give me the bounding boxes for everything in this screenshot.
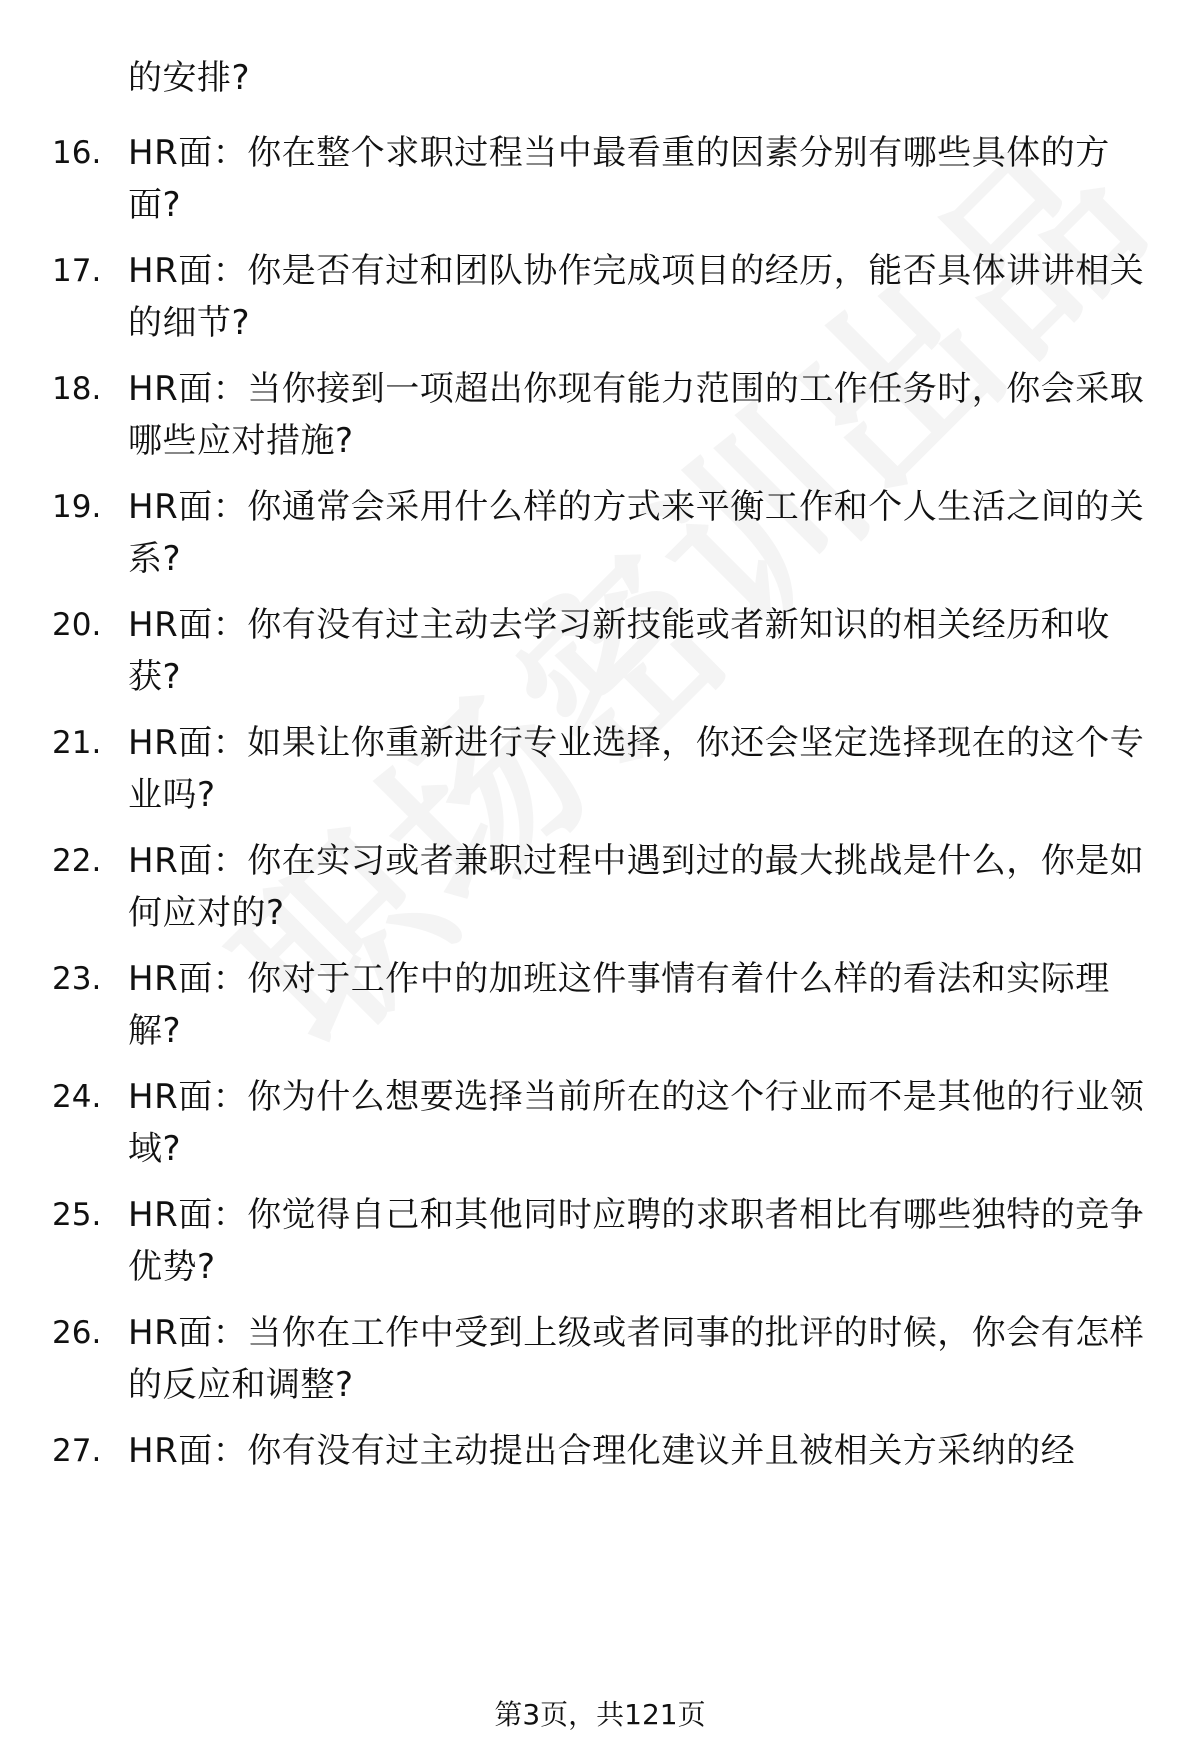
item-text: HR面：你觉得自己和其他同时应聘的求职者相比有哪些独特的竞争优势?: [128, 1195, 1145, 1287]
item-text: HR面：你有没有过主动去学习新技能或者新知识的相关经历和收获?: [128, 605, 1110, 697]
item-number: 20.: [52, 607, 102, 643]
item-text: HR面：如果让你重新进行专业选择，你还会坚定选择现在的这个专业吗?: [128, 723, 1145, 815]
item-number: 18.: [52, 371, 102, 407]
item-text: HR面：你为什么想要选择当前所在的这个行业而不是其他的行业领域?: [128, 1077, 1145, 1169]
item-number: 25.: [52, 1197, 102, 1233]
item-number: 19.: [52, 489, 102, 525]
item-text: HR面：你有没有过主动提出合理化建议并且被相关方采纳的经: [128, 1431, 1076, 1471]
item-text: HR面：你是否有过和团队协作完成项目的经历，能否具体讲讲相关的细节?: [128, 251, 1145, 343]
item-number: 22.: [52, 843, 102, 879]
item-text: HR面：你在实习或者兼职过程中遇到过的最大挑战是什么，你是如何应对的?: [128, 841, 1145, 933]
item-number: 17.: [52, 253, 102, 289]
item-number: 27.: [52, 1433, 102, 1469]
item-text: HR面：你对于工作中的加班这件事情有着什么样的看法和实际理解?: [128, 959, 1110, 1051]
item-text: HR面：你通常会采用什么样的方式来平衡工作和个人生活之间的关系?: [128, 487, 1145, 579]
item-text: 的安排?: [128, 58, 251, 98]
item-number: 21.: [52, 725, 102, 761]
item-text: HR面：你在整个求职过程当中最看重的因素分别有哪些具体的方面?: [128, 133, 1110, 225]
item-text: HR面：当你在工作中受到上级或者同事的批评的时候，你会有怎样的反应和调整?: [128, 1313, 1145, 1405]
page-number-footer: 第3页，共121页: [494, 1698, 706, 1731]
item-number: 26.: [52, 1315, 102, 1351]
item-text: HR面：当你接到一项超出你现有能力范围的工作任务时，你会采取哪些应对措施?: [128, 369, 1145, 461]
item-number: 23.: [52, 961, 102, 997]
item-number: 16.: [52, 135, 102, 171]
item-number: 24.: [52, 1079, 102, 1115]
